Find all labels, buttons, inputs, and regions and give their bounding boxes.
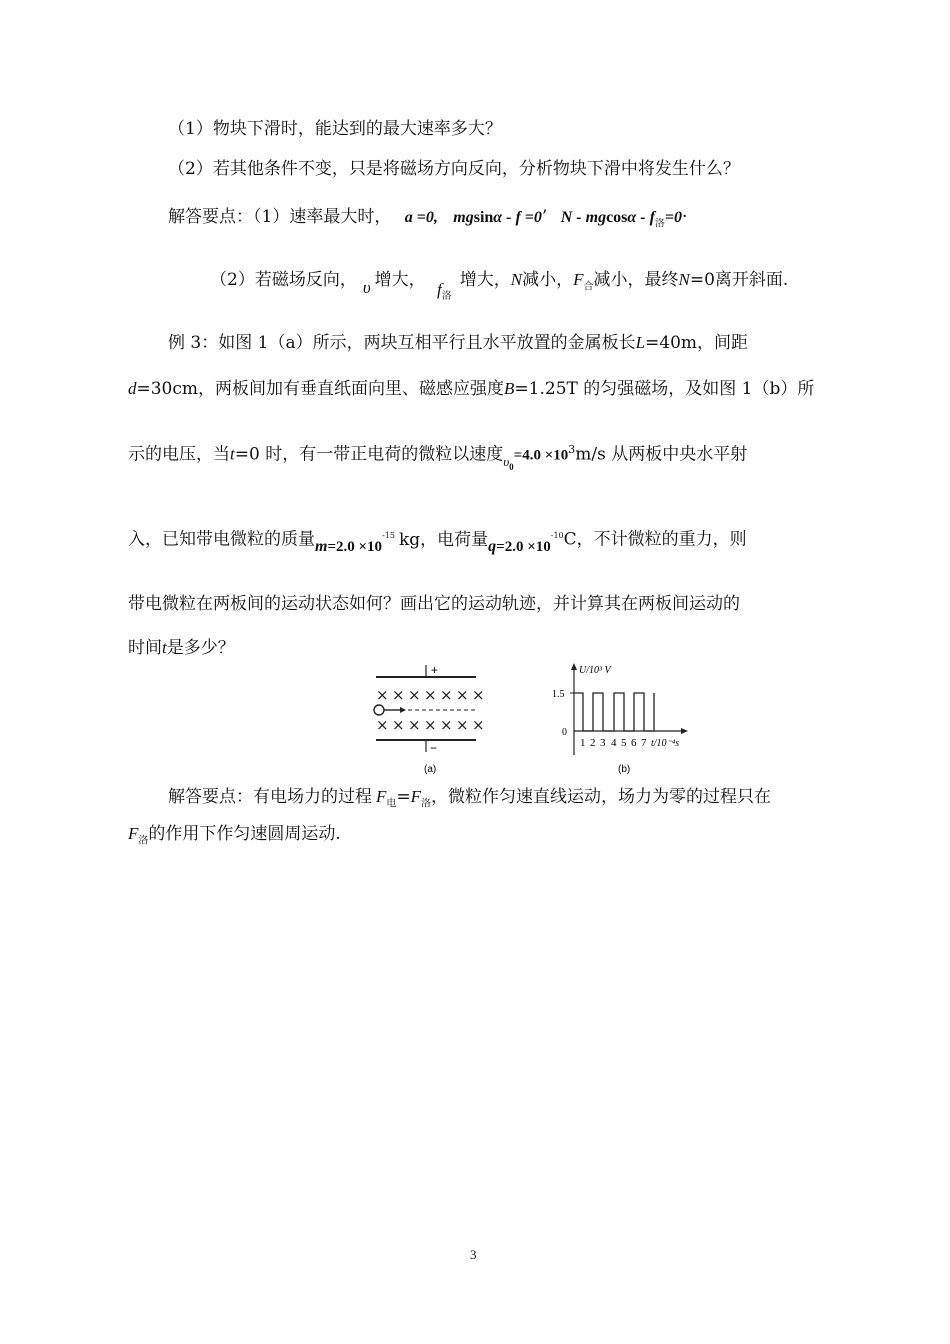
svg-text:×: × [456, 686, 469, 704]
svg-text:×: × [392, 686, 405, 704]
example-3-line-2: d=30cm，两板间加有垂直纸面向里、磁感应强度B=1.25T 的匀强磁场，及如图 1（b）所 [128, 379, 815, 399]
svg-text:×: × [376, 716, 389, 734]
svg-text:×: × [440, 716, 453, 734]
svg-text:6: 6 [631, 737, 637, 749]
example-3-line-5: 带电微粒在两板间的运动状态如何？画出它的运动轨迹，并计算其在两板间运动的 [128, 594, 740, 614]
svg-text:3: 3 [600, 737, 606, 749]
svg-text:×: × [408, 716, 421, 734]
minus-sign: − [430, 741, 438, 755]
question-1: （1）物块下滑时，能达到的最大速率多大？ [168, 119, 502, 139]
svg-text:×: × [424, 716, 437, 734]
example-3-line-3: 示的电压，当t=0 时，有一带正电荷的微粒以速度$_{\upsilon 0}=4.0 \times 10^3m/s$ 从两板中央水平射 [128, 443, 748, 473]
svg-text:×: × [408, 686, 421, 704]
caption-a: (a) [424, 764, 437, 775]
plus-sign: + [431, 663, 439, 677]
answer-3-line-2: $F_洛$的作用下作匀速圆周运动. [128, 824, 341, 847]
svg-text:×: × [472, 686, 485, 704]
svg-text:2: 2 [590, 737, 596, 749]
svg-text:5: 5 [621, 737, 627, 749]
y-tick-1.5: 1.5 [552, 689, 565, 700]
figure-a [368, 660, 488, 775]
lower-field-row [376, 716, 485, 734]
svg-text:7: 7 [641, 737, 647, 749]
origin-label: 0 [562, 727, 567, 738]
figure-b [548, 660, 708, 775]
example-3-line-6: 时间t是多少？ [128, 638, 235, 658]
x-tick-labels [580, 737, 647, 749]
x-axis-label: t/10⁻⁴s [651, 738, 680, 749]
upper-field-row [376, 686, 485, 704]
example-3-line-1: 例 3：如图 1（a）所示，两块互相平行且水平放置的金属板长L=40m，间距 [168, 333, 749, 353]
answer-3-line-1: 解答要点：有电场力的过程 $F_电=F_洛$，微粒作匀速直线运动，场力为零的过程只在 [168, 787, 772, 810]
svg-text:×: × [472, 716, 485, 734]
svg-text:×: × [456, 716, 469, 734]
example-3-line-4: 入，已知带电微粒的质量$m=2.0 \times 10^{-15}$ kg，电荷量$q=2.0 \times 10^{-10}C$，不计微粒的重力，则 [128, 529, 747, 555]
svg-text:×: × [392, 716, 405, 734]
answer-1: 解答要点：（1）速率最大时， a =0, mgsinα - f =0’ $N - mgcos\alpha - f_洛=0\cdot$ [168, 207, 688, 230]
particle [374, 705, 384, 715]
svg-text:4: 4 [611, 737, 617, 749]
svg-text:×: × [440, 686, 453, 704]
page-number: 3 [470, 1247, 477, 1262]
y-axis-label: U/10³ V [579, 665, 611, 676]
svg-text:1: 1 [580, 737, 586, 749]
svg-text:×: × [376, 686, 389, 704]
question-2: （2）若其他条件不变，只是将磁场方向反向，分析物块下滑中将发生什么？ [168, 159, 740, 179]
caption-b: (b) [618, 764, 631, 775]
answer-2: （2）若磁场反向， υ 增大， $f_洛$增大，N减小，$F_合$减小，最终N=0离开斜面. [210, 270, 789, 303]
svg-text:×: × [424, 686, 437, 704]
